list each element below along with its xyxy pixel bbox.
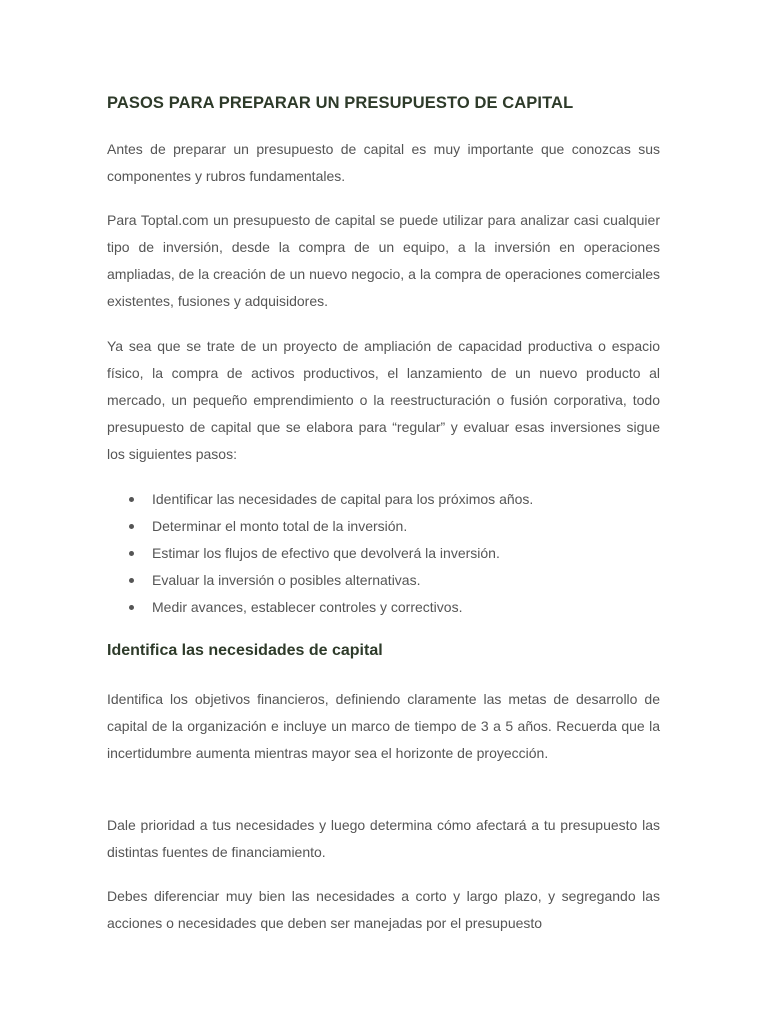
section-heading: Identifica las necesidades de capital <box>107 642 383 659</box>
steps-list <box>107 486 660 621</box>
document-title: PASOS PARA PREPARAR UN PRESUPUESTO DE CAPITAL <box>107 94 574 112</box>
list-item <box>107 513 660 540</box>
list-item <box>107 567 660 594</box>
paragraph-steps-intro: Ya sea que se trate de un proyecto de ampliación de capacidad productiva o espacio físico, la compra de activos productivos, el lanzamiento de un nuevo producto al mercado, un pequeño emprendimiento o la reestructuración o fusión corporativa, todo presupuesto de capital que se elabora para “regular” y evaluar esas inversiones sigue los siguientes pasos: <box>107 338 660 462</box>
bullet-icon <box>129 497 134 502</box>
paragraph-intro: Antes de preparar un presupuesto de capital es muy importante que conozcas sus componentes y rubros fundamentales. <box>107 141 660 184</box>
paragraph-objectives: Identifica los objetivos financieros, definiendo claramente las metas de desarrollo de capital de la organización e incluye un marco de tiempo de 3 a 5 años. Recuerda que la incertidumbre aumenta mientras mayor sea el horizonte de proyección. <box>107 691 660 761</box>
list-item <box>107 486 660 513</box>
paragraph-priority: Dale prioridad a tus necesidades y luego determina cómo afectará a tu presupuesto las distintas fuentes de financiamiento. <box>107 817 660 860</box>
list-item-text: Estimar los flujos de efectivo que devolverá la inversión. <box>152 545 500 561</box>
list-item <box>107 594 660 621</box>
list-item-text: Determinar el monto total de la inversión. <box>152 518 408 534</box>
bullet-icon <box>129 578 134 583</box>
list-item-text: Evaluar la inversión o posibles alternativas. <box>152 572 421 588</box>
paragraph-toptal: Para Toptal.com un presupuesto de capital se puede utilizar para analizar casi cualquier tipo de inversión, desde la compra de un equipo, a la inversión en operaciones ampliadas, de la creación de un nuevo negocio, a la compra de operaciones comerciales existentes, fusiones y adquisidores. <box>107 212 660 309</box>
bullet-icon <box>129 551 134 556</box>
bullet-icon <box>129 524 134 529</box>
list-item-text: Medir avances, establecer controles y correctivos. <box>152 599 463 615</box>
paragraph-short-long-term: Debes diferenciar muy bien las necesidades a corto y largo plazo, y segregando las acciones o necesidades que deben ser manejadas por el presupuesto <box>107 888 660 931</box>
bullet-icon <box>129 605 134 610</box>
list-item <box>107 540 660 567</box>
list-item-text: Identificar las necesidades de capital para los próximos años. <box>152 491 534 507</box>
